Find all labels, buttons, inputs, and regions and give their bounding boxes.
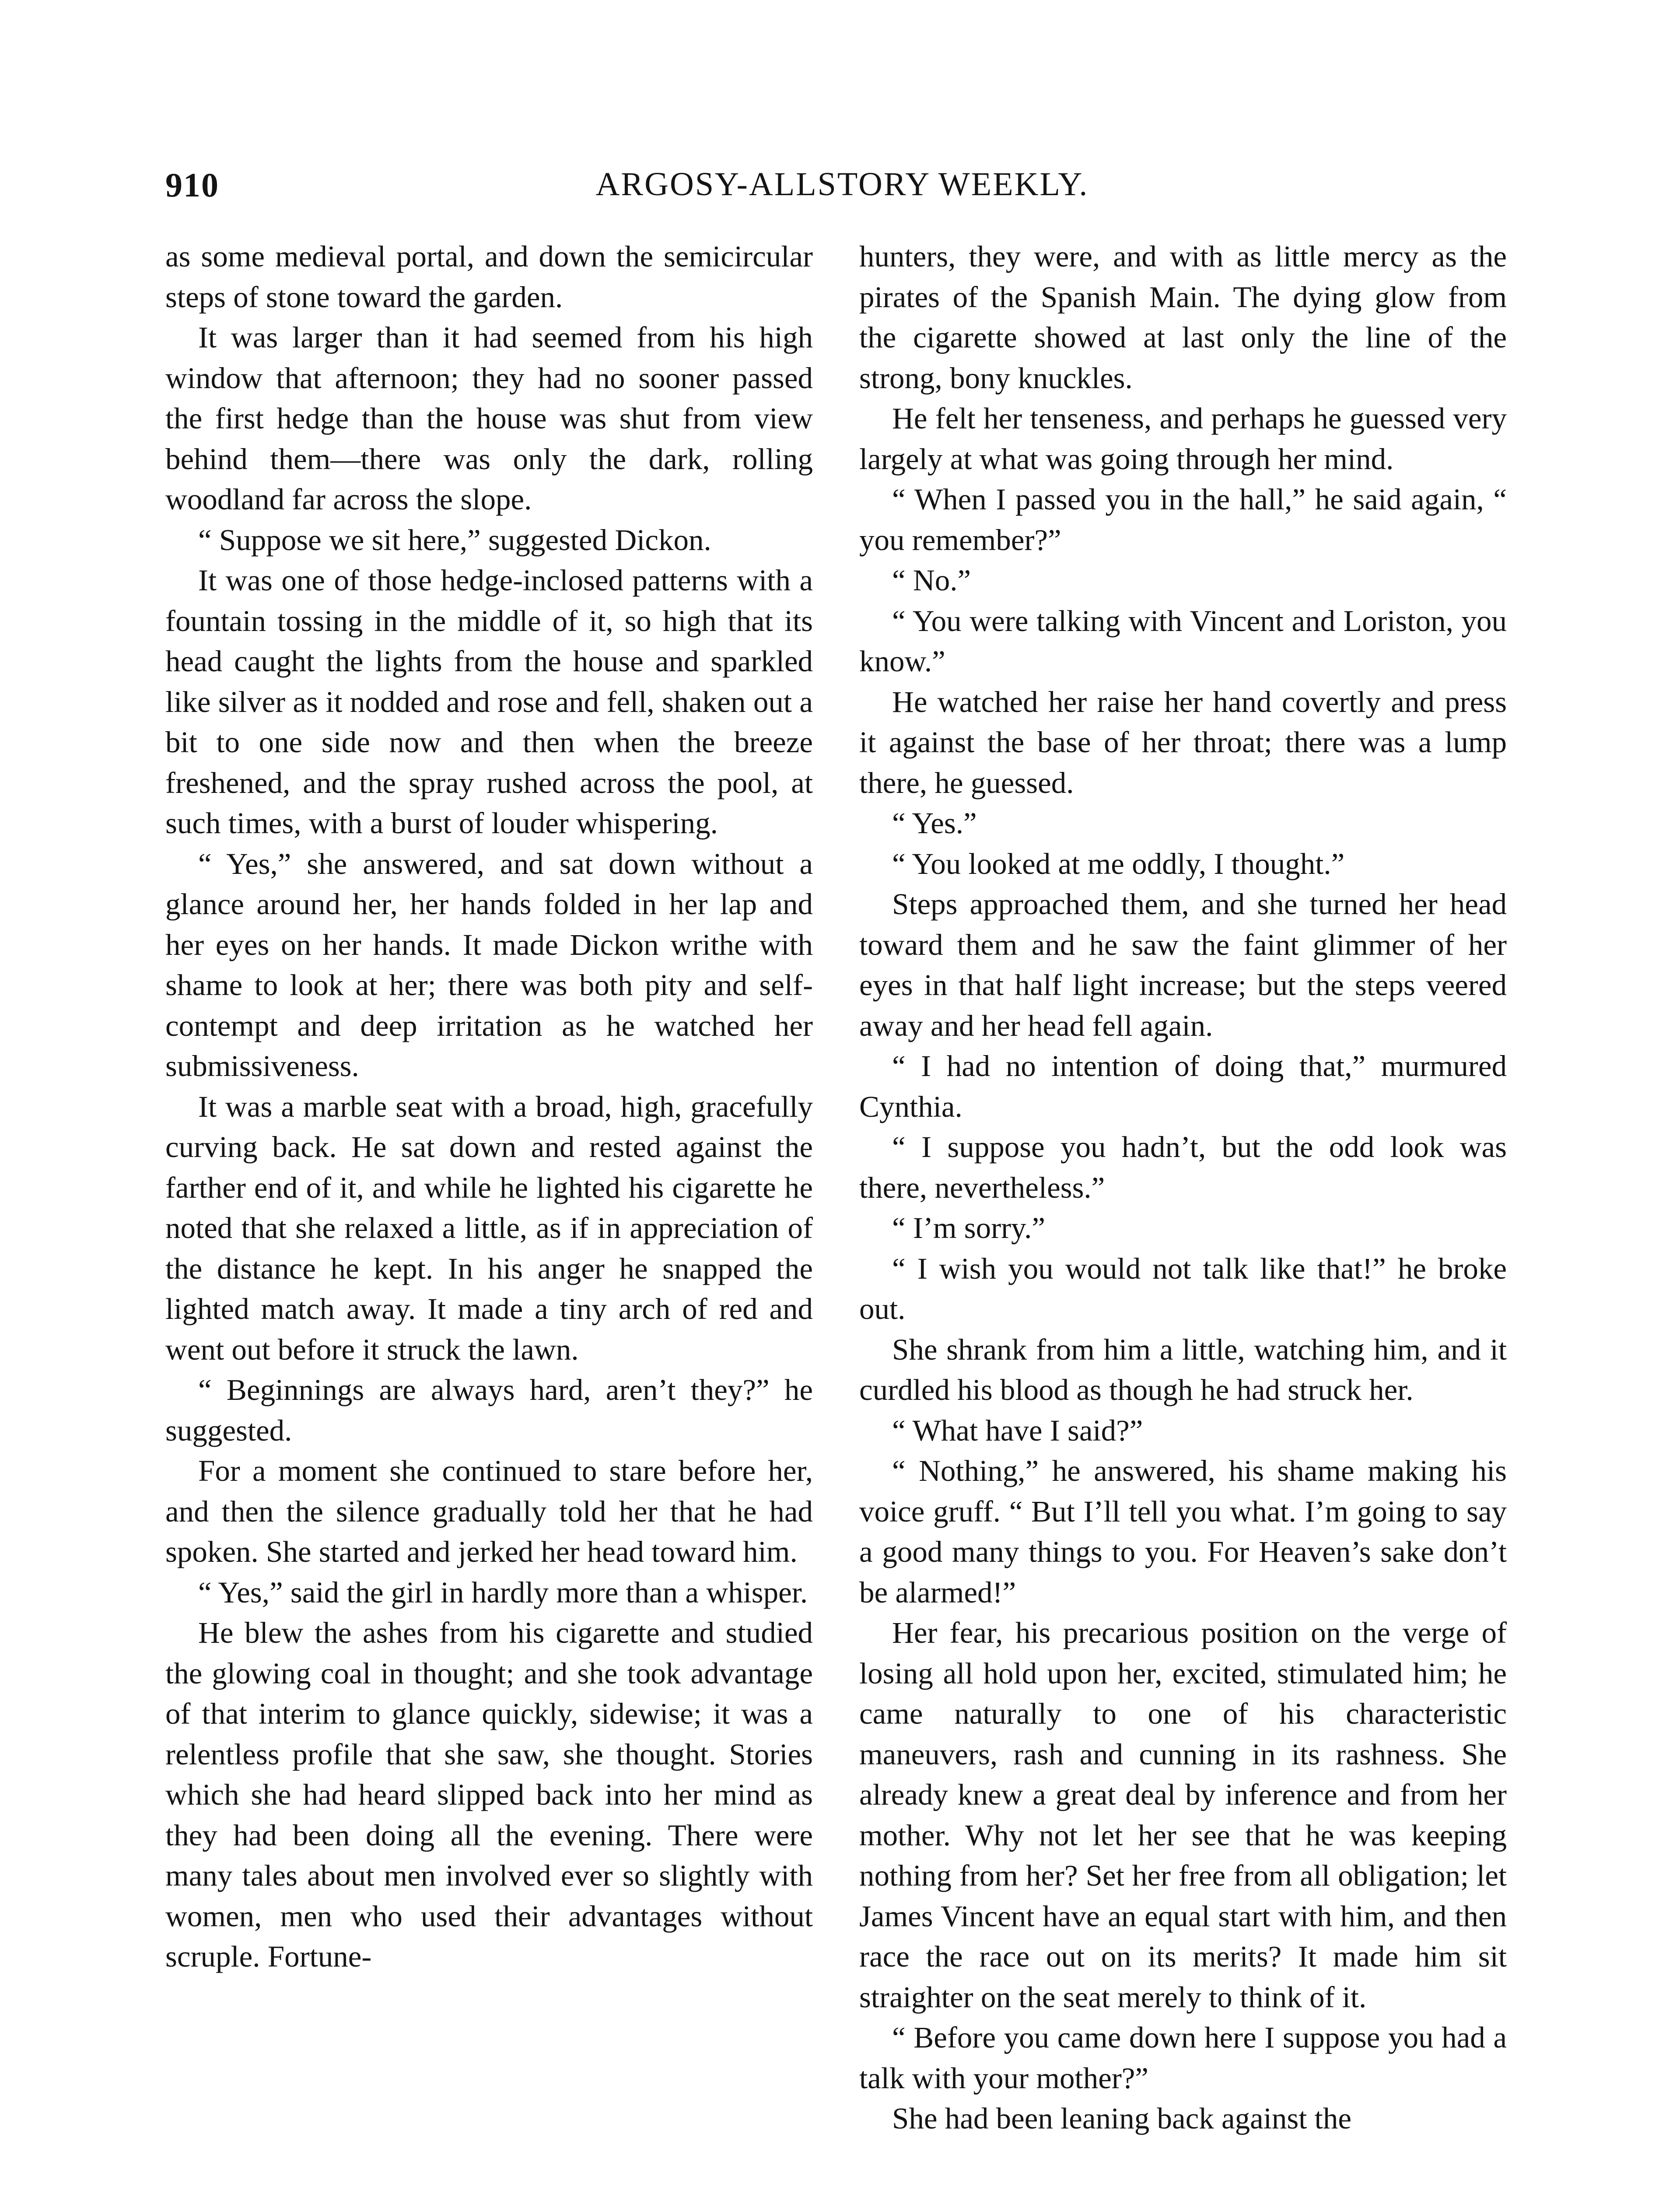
paragraph: hunters, they were, and with as little mercy as the pirates of the Spanish Main. The dying glow from the cigarette showed at last only the line of the strong, bony knuckles. xyxy=(859,240,1507,395)
paragraph: “ Yes,” said the girl in hardly more than a whisper. xyxy=(198,1575,808,1609)
paragraph: “ I’m sorry.” xyxy=(892,1211,1045,1245)
paragraph: She shrank from him a little, watching him, and it curdled his blood as though he had struck her. xyxy=(859,1332,1507,1406)
paragraph: “ Nothing,” he answered, his shame making his voice gruff. “ But I’ll tell you what. I’m going to say a good many things to you. For Heaven’s sake don’t be alarmed!” xyxy=(859,1454,1507,1609)
paragraph: He felt her tenseness, and perhaps he guessed very largely at what was going through her mind. xyxy=(859,402,1507,476)
paragraph: Her fear, his precarious position on the verge of losing all hold upon her, excited, stimulated him; he came naturally to one of his characteristic maneuvers, rash and cunning in its rashness. She already knew a great deal by inference and from her mother. Why not let her see that he was keeping nothing from her? Set her free from all obligation; let James Vincent have an equal start with him, and then race the race out on its merits? It made him sit straighter on the seat merely to think of it. xyxy=(859,1616,1507,2014)
paragraph: She had been leaning back against the xyxy=(892,2102,1351,2135)
paragraph: “ Suppose we sit here,” suggested Dickon. xyxy=(198,523,711,557)
paragraph: “ I suppose you hadn’t, but the odd look was there, nevertheless.” xyxy=(859,1130,1507,1204)
paragraph: It was larger than it had seemed from his high window that afternoon; they had no sooner passed the first hedge than the house was shut from view behind them—there was only the dark, rolling woodland far across the slope. xyxy=(165,321,813,516)
right-column xyxy=(859,236,1507,2139)
paragraph: “ I had no intention of doing that,” murmured Cynthia. xyxy=(859,1049,1507,1123)
paragraph: It was a marble seat with a broad, high, gracefully curving back. He sat down and rested against the farther end of it, and while he lighted his cigarette he noted that she relaxed a little, as if in appreciation of the distance he kept. In his anger he snapped the lighted match away. It made a tiny arch of red and went out before it struck the lawn. xyxy=(165,1090,813,1366)
paragraph: For a moment she continued to stare before her, and then the silence gradually told her that he had spoken. She started and jerked her head toward him. xyxy=(165,1454,813,1568)
paragraph: “ You looked at me oddly, I thought.” xyxy=(892,847,1345,880)
paragraph: He blew the ashes from his cigarette and studied the glowing coal in thought; and she took advantage of that interim to glance quickly, sidewise; it was a relentless profile that she saw, she thought. Stories which she had heard slipped back into her mind as they had been doing all the evening. There were many tales about men involved ever so slightly with women, men who used their advantages without scruple. Fortune- xyxy=(165,1616,813,1973)
paragraph: “ You were talking with Vincent and Loriston, you know.” xyxy=(859,604,1507,678)
paragraph: “ Before you came down here I suppose you had a talk with your mother?” xyxy=(859,2021,1507,2095)
paragraph: “ When I passed you in the hall,” he said again, “ you remember?” xyxy=(859,483,1507,557)
paragraph: “ Yes.” xyxy=(892,806,977,840)
paragraph: Steps approached them, and she turned her head toward them and he saw the faint glimmer of her eyes in that half light increase; but the steps veered away and her head fell again. xyxy=(859,887,1507,1042)
left-column xyxy=(165,236,813,1977)
paragraph: “ I wish you would not talk like that!” he broke out. xyxy=(859,1252,1507,1325)
page-header xyxy=(165,165,1519,214)
page-number: 910 xyxy=(165,166,219,204)
paragraph: He watched her raise her hand covertly and press it against the base of her throat; there was a lump there, he guessed. xyxy=(859,685,1507,799)
paragraph: as some medieval portal, and down the semicircular steps of stone toward the garden. xyxy=(165,240,813,314)
paragraph: It was one of those hedge-inclosed patterns with a fountain tossing in the middle of it, so high that its head caught the lights from the house and sparkled like silver as it nodded and rose and fell, shaken out a bit to one side now and then when the breeze freshened, and the spray rushed across the pool, at such times, with a burst of louder whispering. xyxy=(165,564,813,840)
paragraph: “ Beginnings are always hard, aren’t they?” he suggested. xyxy=(165,1373,813,1447)
paragraph: “ No.” xyxy=(892,564,971,597)
running-title: ARGOSY-ALLSTORY WEEKLY. xyxy=(595,166,1089,203)
paragraph: “ What have I said?” xyxy=(892,1413,1143,1447)
paragraph: “ Yes,” she answered, and sat down without a glance around her, her hands folded in her lap and her eyes on her hands. It made Dickon writhe with shame to look at her; there was both pity and self-contempt and deep irritation as he watched her submissiveness. xyxy=(165,847,813,1083)
